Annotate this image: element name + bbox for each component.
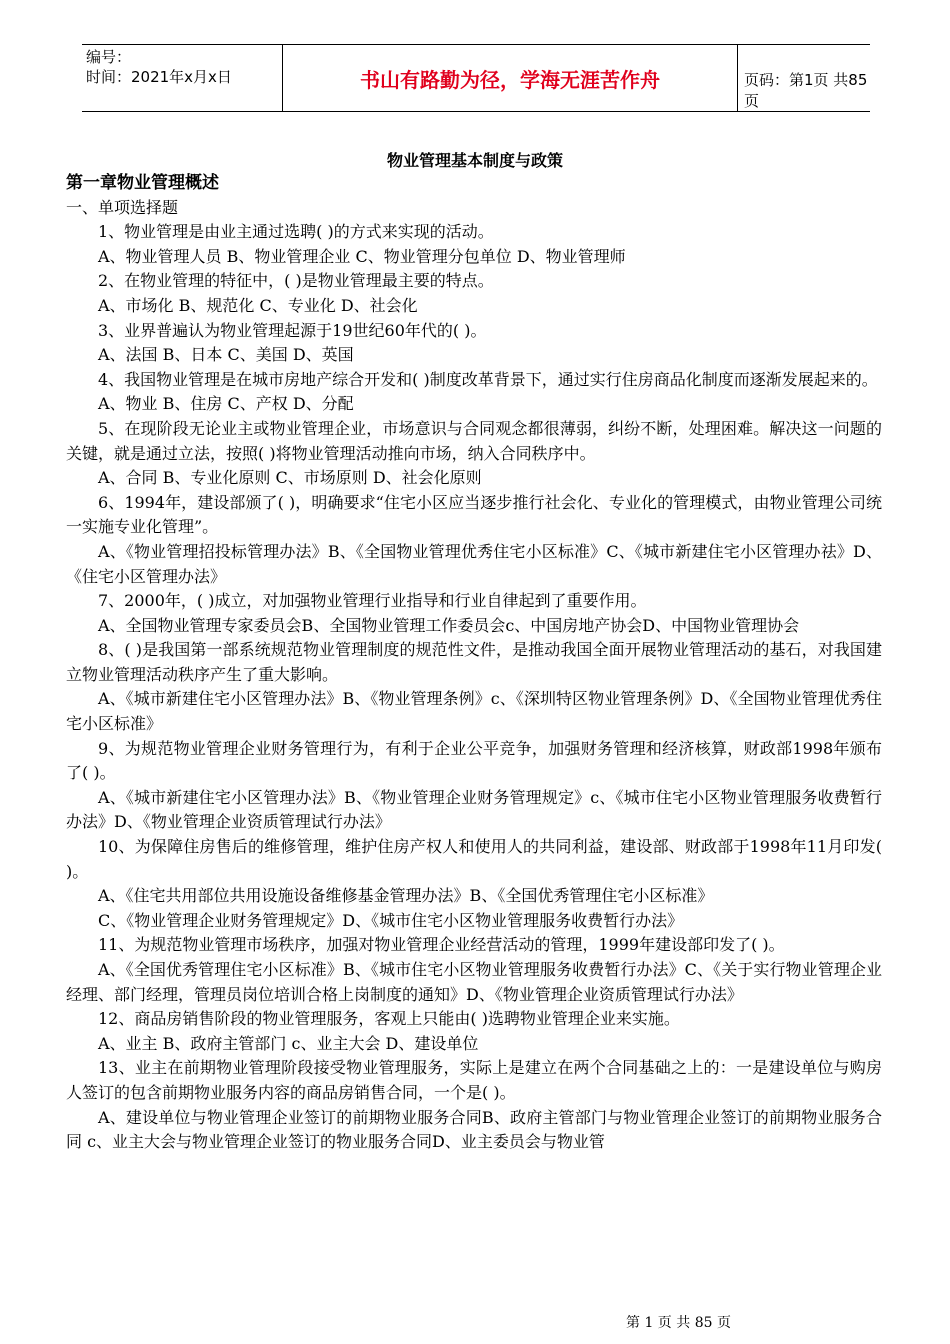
page-header — [82, 44, 870, 112]
document-title: 物业管理基本制度与政策 — [386, 151, 563, 170]
question-9: 9、为规范物业管理企业财务管理行为，有利于企业公平竞争，加强财务管理和经济核算，财政部1998年颁布了( )。 — [66, 738, 882, 783]
header-meta — [86, 47, 282, 87]
header-page-info: 页码：第1页 共85页 — [744, 71, 868, 110]
question-11: 11、为规范物业管理市场秩序，加强对物业管理企业经营活动的管理，1999年建设部印发了( )。 — [98, 935, 785, 955]
options-9: A、《城市新建住宅小区管理办法》B、《物业管理企业财务管理规定》c、《城市住宅小区物业管理服务收费暂行办法》D、《物业管理企业资质管理试行办法》 — [66, 787, 882, 832]
options-11: A、《全国优秀管理住宅小区标准》B、《城市住宅小区物业管理服务收费暂行办法》C、《关于实行物业管理企业经理、部门经理，管理员岗位培训合格上岗制度的通知》D、《物业管理企业资质管理试行办法》 — [66, 960, 882, 1004]
options-4: A、物业 B、住房 C、产权 D、分配 — [98, 394, 354, 414]
options-13: A、建设单位与物业管理企业签订的前期物业服务合同B、政府主管部门与物业管理企业签订的前期物业服务合同 c、业主大会与物业管理企业签订的物业服务合同D、业主委员会与物业管 — [66, 1107, 882, 1152]
question-5: 5、在现阶段无论业主或物业管理企业，市场意识与合同观念都很薄弱，纠纷不断，处理困难。解决这一问题的关键，就是通过立法，按照( )将物业管理活动推向市场，纳入合同秩序中。 — [66, 418, 882, 463]
time-label: 时间：2021年x月x日 — [86, 68, 232, 86]
question-13: 13、业主在前期物业管理阶段接受物业管理服务，实际上是建立在两个合同基础之上的：一是建设单位与购房人签订的包含前期物业服务内容的商品房销售合同，一个是( )。 — [66, 1058, 882, 1102]
question-3: 3、业界普遍认为物业管理起源于19世纪60年代的( )。 — [98, 320, 487, 340]
chapter-title: 第一章物业管理概述 — [66, 173, 219, 193]
question-1: 1、物业管理是由业主通过选聘( )的方式来实现的活动。 — [98, 222, 494, 242]
options-8: A、《城市新建住宅小区管理办法》B、《物业管理条例》c、《深圳特区物业管理条例》D、《全国物业管理优秀住宅小区标准》 — [66, 689, 882, 734]
question-6: 6、1994年，建设部颁了( )，明确要求“住宅小区应当逐步推行社会化、专业化的管理模式，由物业管理公司统一实施专业化管理”。 — [66, 492, 882, 537]
options-10-a: A、《住宅共用部位共用设施设备维修基金管理办法》B、《全国优秀管理住宅小区标准》 — [98, 886, 714, 906]
section-title: 一、单项选择题 — [66, 197, 179, 217]
options-5: A、合同 B、专业化原则 C、市场原则 D、社会化原则 — [98, 468, 482, 488]
number-label: 编号： — [86, 48, 132, 66]
page-footer: 第 1 页 共 85 页 — [626, 1315, 731, 1331]
options-6: A、《物业管理招投标管理办法》B、《全国物业管理优秀住宅小区标准》C、《城市新建住宅小区管理办祛》D、《住宅小区管理办法》 — [66, 541, 882, 586]
options-3: A、法国 B、日本 C、美国 D、英国 — [98, 345, 354, 365]
question-12: 12、商品房销售阶段的物业管理服务，客观上只能由( )选聘物业管理企业来实施。 — [98, 1009, 680, 1029]
question-2: 2、在物业管理的特征中，( )是物业管理最主要的特点。 — [98, 271, 494, 291]
question-10: 10、为保障住房售后的维修管理，维护住房产权人和使用人的共同利益，建设部、财政部于1998年11月印发( )。 — [66, 837, 882, 881]
header-motto: 书山有路勤为径，学海无涯苦作舟 — [282, 45, 738, 111]
question-4: 4、我国物业管理是在城市房地产综合开发和( )制度改革背景下，通过实行住房商品化制度而逐渐发展起来的。 — [98, 369, 878, 389]
question-7: 7、2000年，( )成立，对加强物业管理行业指导和行业自律起到了重要作用。 — [98, 591, 647, 611]
options-1: A、物业管理人员 B、物业管理企业 C、物业管理分包单位 D、物业管理师 — [98, 246, 626, 266]
options-12: A、业主 B、政府主管部门 c、业主大会 D、建设单位 — [98, 1033, 479, 1053]
options-7: A、全国物业管理专家委员会B、全国物业管理工作委员会c、中国房地产协会D、中国物业管理协会 — [98, 615, 800, 635]
document-body — [66, 171, 882, 1155]
options-10-b: C、《物业管理企业财务管理规定》D、《城市住宅小区物业管理服务收费暂行办法》 — [98, 910, 684, 930]
question-8: 8、( )是我国第一部系统规范物业管理制度的规范性文件，是推动我国全面开展物业管理活动的基石，对我国建立物业管理活动秩序产生了重大影响。 — [66, 640, 882, 684]
options-2: A、市场化 B、规范化 C、专业化 D、社会化 — [98, 295, 418, 315]
